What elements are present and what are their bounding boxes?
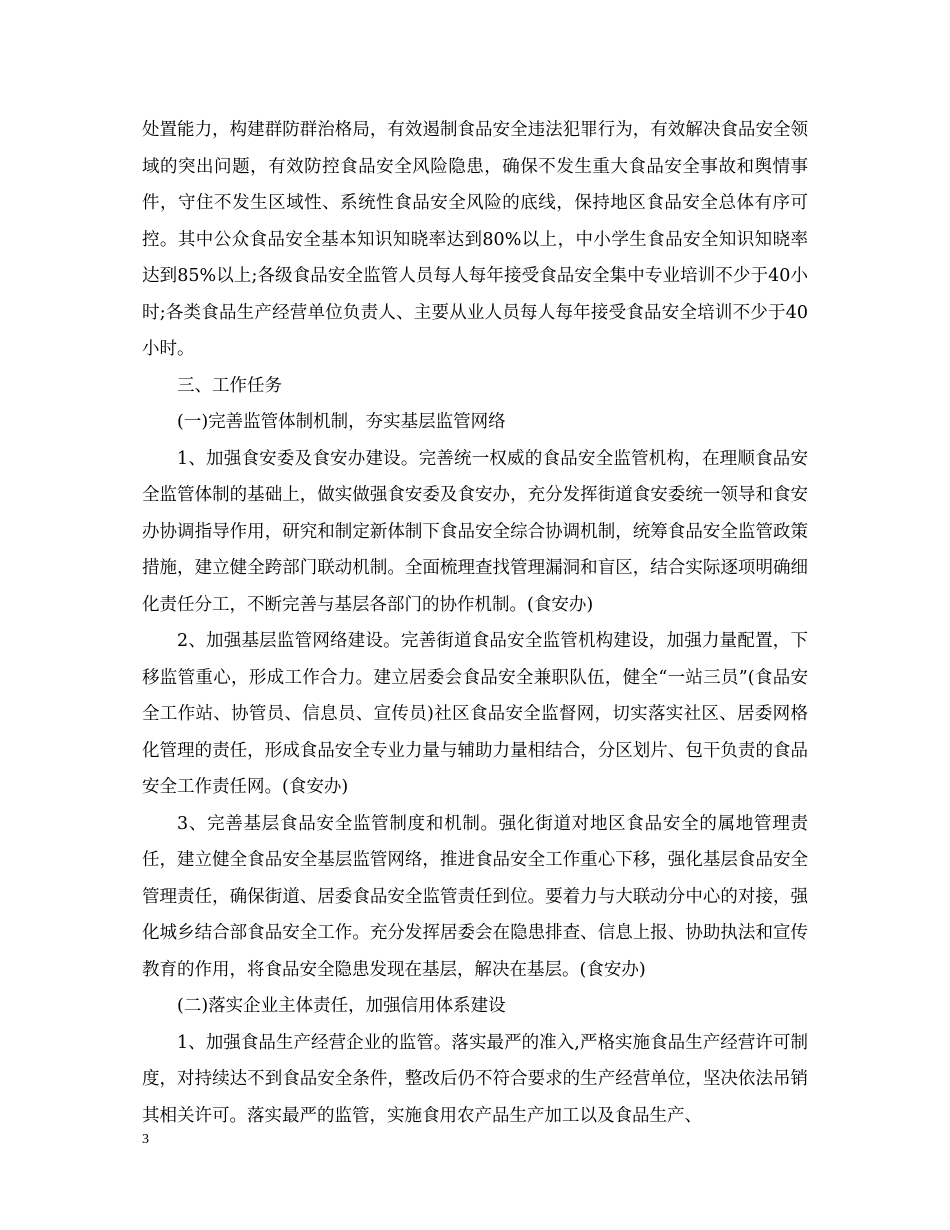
document-body [142, 112, 808, 1134]
paragraph-item-4: 1、加强食品生产经营企业的监管。落实最严的准入,严格实施食品生产经营许可制度，对持续达不到食品安全条件，整改后仍不符合要求的生产经营单位，坚决依法吊销其相关许可。落实最严的监管，实施食用农产品生产加工以及食品生产、 [142, 1032, 808, 1126]
paragraph-item-2: 2、加强基层监管网络建设。完善街道食品安全监管机构建设，加强力量配置，下移监管重心，形成工作合力。建立居委会食品安全兼职队伍，健全“一站三员”(食品安全工作站、协管员、信息员、宣传员)社区食品安全监督网，切实落实社区、居委网格化管理的责任，形成食品安全专业力量与辅助力量相结合，分区划片、包干负责的食品安全工作责任网。(食安办) [142, 631, 808, 797]
subsection-heading-2: (二)落实企业主体责任，加强信用体系建设 [177, 996, 506, 1016]
page-number: 3 [142, 1132, 149, 1147]
paragraph-continuation: 处置能力，构建群防群治格局，有效遏制食品安全违法犯罪行为，有效解决食品安全领域的突出问题，有效防控食品安全风险隐患，确保不发生重大食品安全事故和舆情事件，守住不发生区域性、系统性食品安全风险的底线，保持地区食品安全总体有序可控。其中公众食品安全基本知识知晓率达到80%以上，中小学生食品安全知识知晓率达到85%以上;各级食品安全监管人员每人每年接受食品安全集中专业培训不少于40小时;各类食品生产经营单位负责人、主要从业人员每人每年接受食品安全培训不少于40小时。 [142, 120, 808, 359]
subsection-heading-1: (一)完善监管体制机制，夯实基层监管网络 [177, 412, 506, 432]
paragraph-item-1: 1、加强食安委及食安办建设。完善统一权威的食品安全监管机构，在理顺食品安全监管体制的基础上，做实做强食安委及食安办，充分发挥街道食安委统一领导和食安办协调指导作用，研究和制定新体制下食品安全综合协调机制，统筹食品安全监管政策措施，建立健全跨部门联动机制。全面梳理查找管理漏洞和盲区，结合实际逐项明确细化责任分工，不断完善与基层各部门的协作机制。(食安办) [142, 448, 808, 615]
section-heading-work-tasks: 三、工作任务 [177, 375, 282, 396]
paragraph-item-3: 3、完善基层食品安全监管制度和机制。强化街道对地区食品安全的属地管理责任，建立健全食品安全基层监管网络，推进食品安全工作重心下移，强化基层食品安全管理责任，确保街道、居委食品安全监管责任到位。要着力与大联动分中心的对接，强化城乡结合部食品安全工作。充分发挥居委会在隐患排查、信息上报、协助执法和宣传教育的作用，将食品安全隐患发现在基层，解决在基层。(食安办) [142, 813, 808, 980]
